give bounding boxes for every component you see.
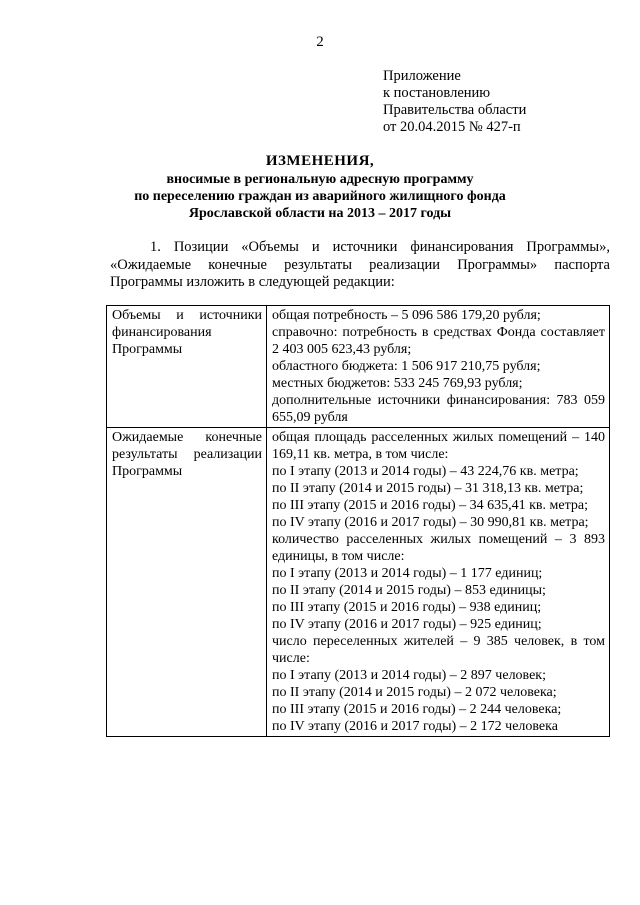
content-line: областного бюджета: 1 506 917 210,75 рубля; <box>272 359 541 374</box>
document-subtitle-line: Ярославской области на 2013 – 2017 годы <box>188 206 452 221</box>
content-line: местных бюджетов: 533 245 769,93 рубля; <box>272 376 523 391</box>
content-line: по I этапу (2013 и 2014 годы) – 1 177 единиц; <box>272 566 543 581</box>
appendix-line: от 20.04.2015 № 427-п <box>383 119 521 135</box>
content-line: число переселенных жителей – 9 385 человек, в том числе: <box>272 634 605 666</box>
content-line: общая площадь расселенных жилых помещений – 140 169,11 кв. метра, в том числе: <box>272 430 605 462</box>
content-line: общая потребность – 5 096 586 179,20 рубля; <box>272 308 541 323</box>
intro-paragraph: 1. Позиции «Объемы и источники финансирования Программы», «Ожидаемые конечные результаты реализации Программы» паспорта Программы изложить в следующей редакции: <box>110 239 610 290</box>
content-line: по I этапу (2013 и 2014 годы) – 2 897 человек; <box>272 668 546 683</box>
appendix-line: Правительства области <box>383 102 527 118</box>
row-content-cell <box>267 428 610 737</box>
content-line: по IV этапу (2016 и 2017 годы) – 30 990,81 кв. метра; <box>272 515 589 530</box>
content-line: по III этапу (2015 и 2016 годы) – 2 244 человека; <box>272 702 562 717</box>
content-line: по I этапу (2013 и 2014 годы) – 43 224,76 кв. метра; <box>272 464 579 479</box>
page-number: 2 <box>316 34 324 50</box>
passport-table <box>106 305 610 737</box>
content-line: по IV этапу (2016 и 2017 годы) – 2 172 человека <box>272 719 558 734</box>
row-label: Объемы и источники финансирования Программы <box>112 308 262 357</box>
document-title: ИЗМЕНЕНИЯ, <box>265 153 375 169</box>
document-subtitle-line: по переселению граждан из аварийного жилищного фонда <box>134 189 506 204</box>
table-row <box>107 306 610 428</box>
content-line: по II этапу (2014 и 2015 годы) – 2 072 человека; <box>272 685 557 700</box>
row-content-cell <box>267 306 610 428</box>
appendix-block <box>383 68 526 136</box>
appendix-line: к постановлению <box>383 85 491 101</box>
appendix-line: Приложение <box>383 68 461 84</box>
row-label-cell <box>107 428 267 737</box>
content-line: количество расселенных жилых помещений – 3 893 единицы, в том числе: <box>272 532 605 564</box>
content-line: справочно: потребность в средствах Фонда составляет 2 403 005 623,43 рубля; <box>272 325 605 357</box>
row-label: Ожидаемые конечные результаты реализации Программы <box>112 430 262 479</box>
content-line: по IV этапу (2016 и 2017 годы) – 925 единиц; <box>272 617 542 632</box>
content-line: по II этапу (2014 и 2015 годы) – 31 318,13 кв. метра; <box>272 481 584 496</box>
row-label-cell <box>107 306 267 428</box>
document-subtitle-line: вносимые в региональную адресную программу <box>166 172 474 187</box>
table-row <box>107 428 610 737</box>
content-line: по II этапу (2014 и 2015 годы) – 853 единицы; <box>272 583 546 598</box>
content-line: дополнительные источники финансирования: 783 059 655,09 рубля <box>272 393 605 425</box>
content-line: по III этапу (2015 и 2016 годы) – 34 635,41 кв. метра; <box>272 498 589 513</box>
document-heading <box>0 152 640 222</box>
content-line: по III этапу (2015 и 2016 годы) – 938 единиц; <box>272 600 542 615</box>
